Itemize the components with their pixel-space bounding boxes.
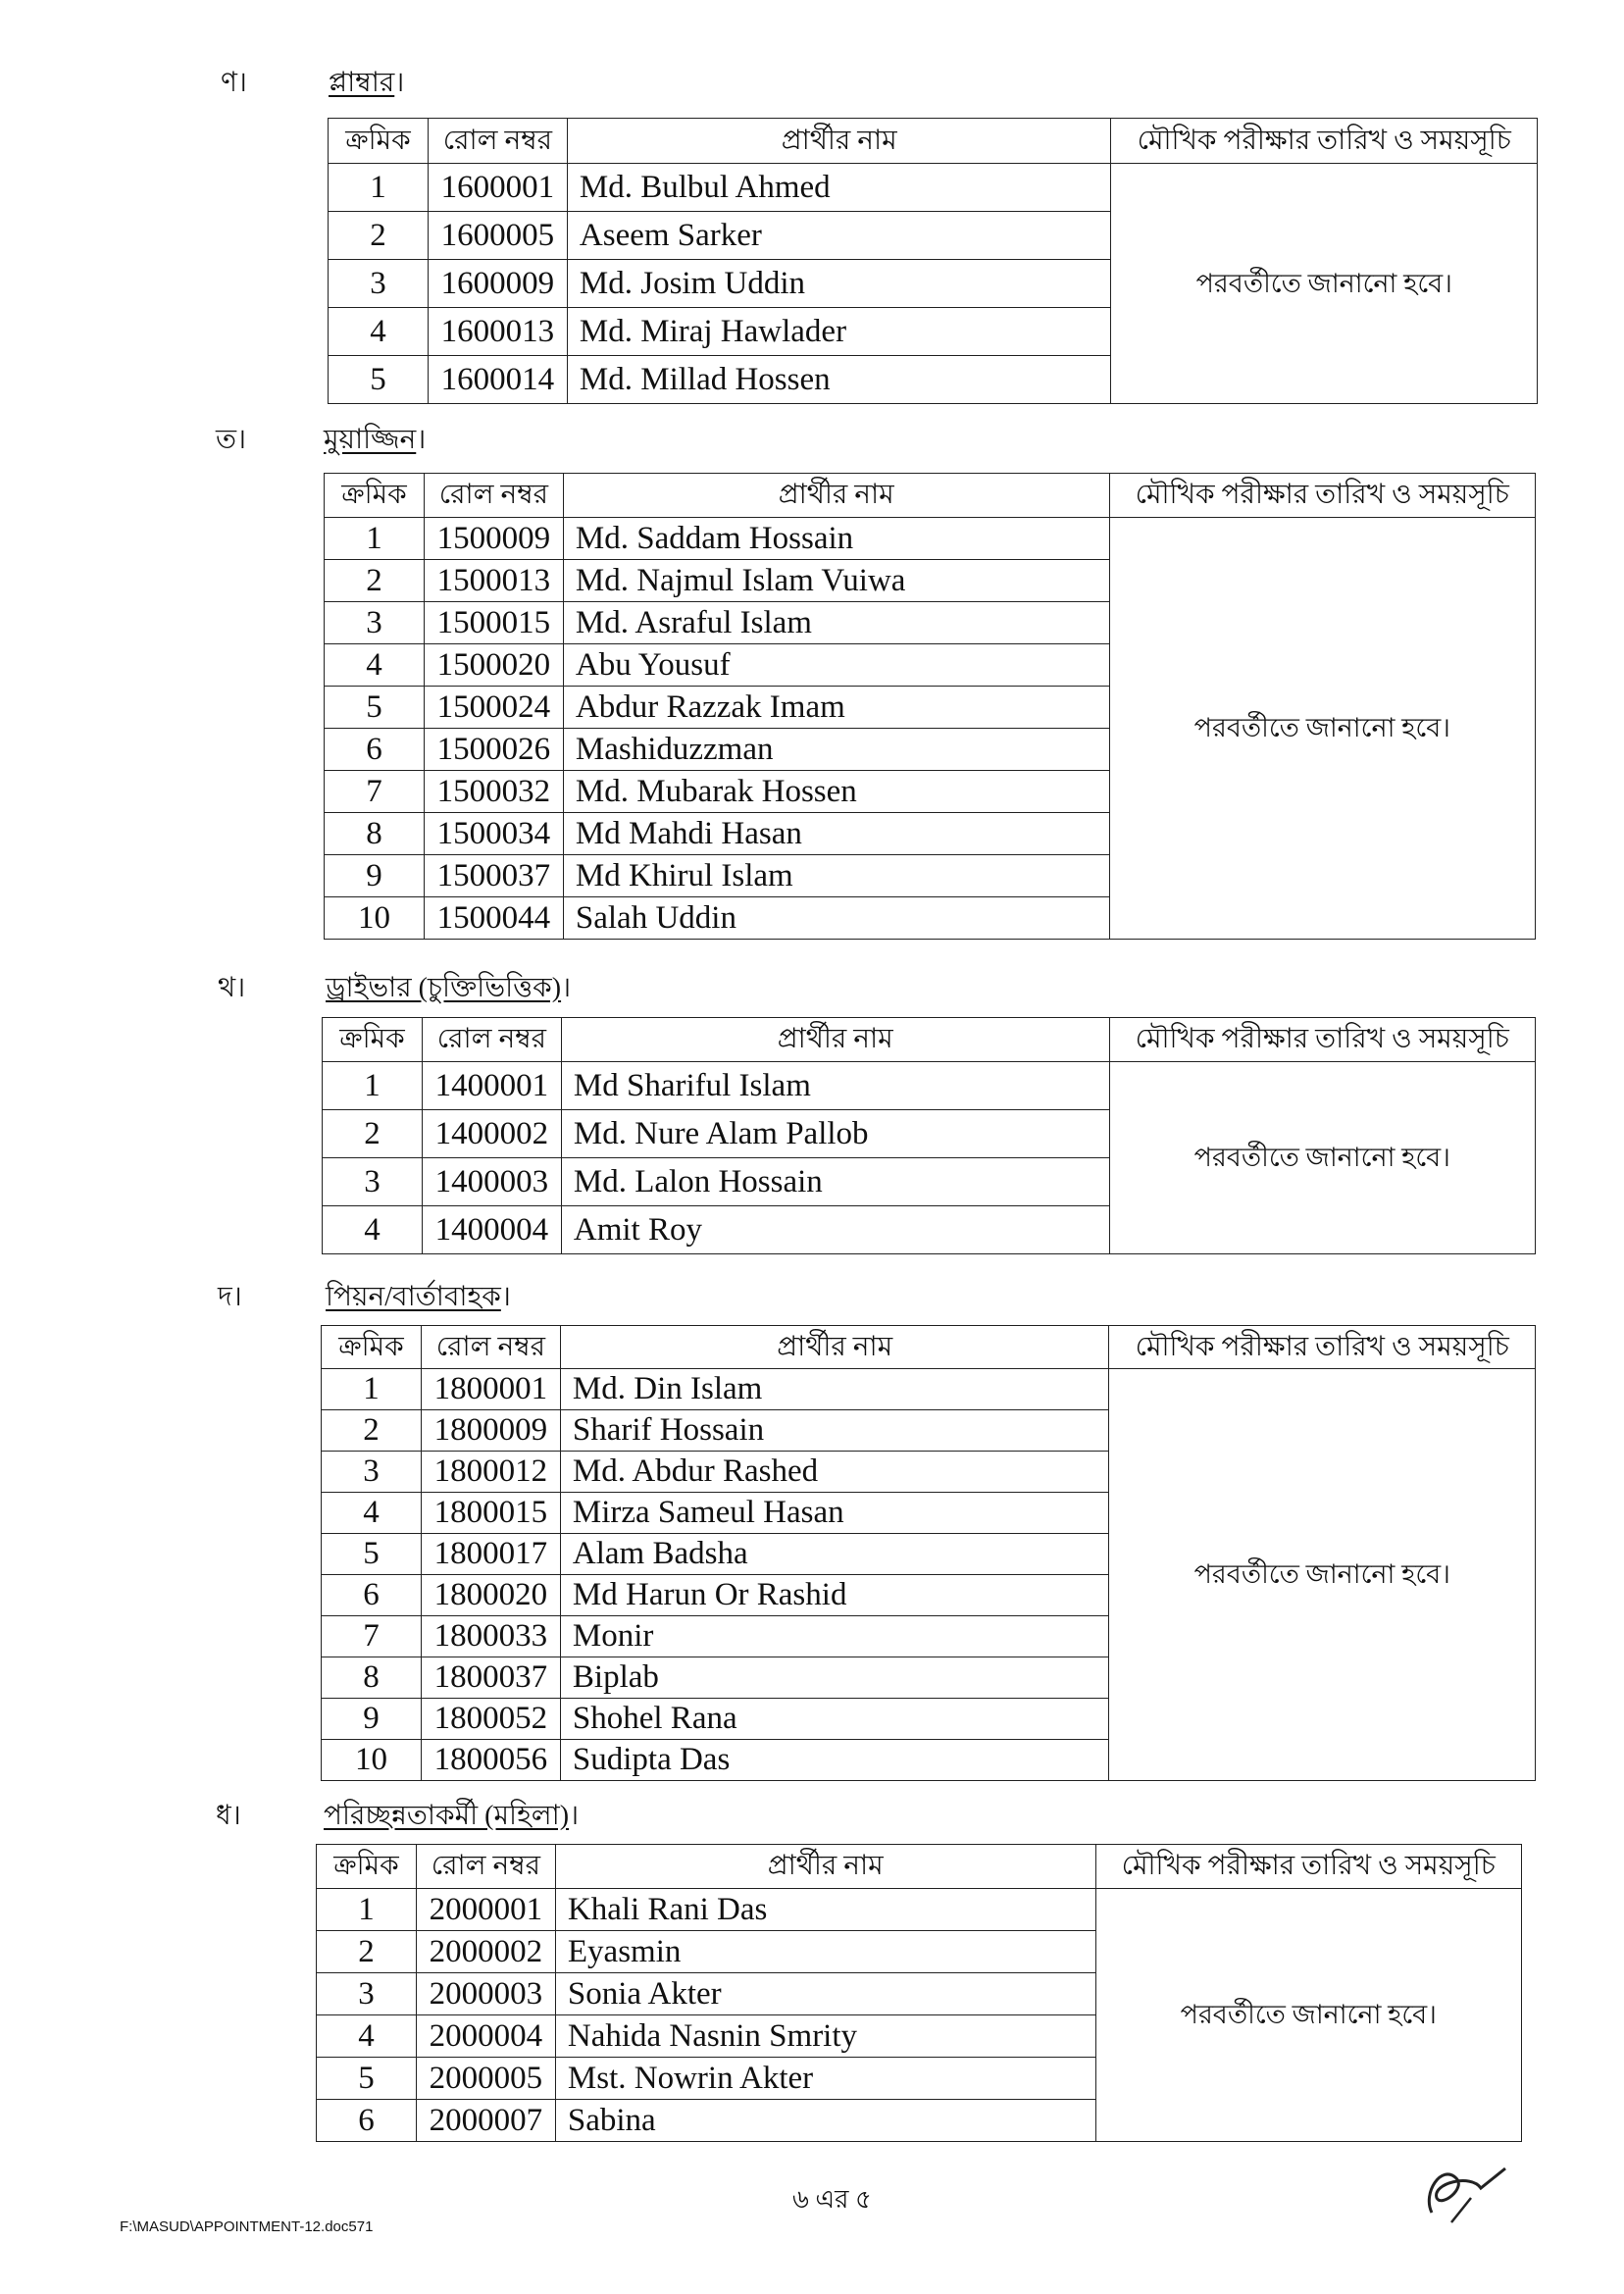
candidate-table xyxy=(321,1325,1536,1781)
roll-header: রোল নম্বর xyxy=(421,1326,560,1369)
schedule-header: মৌখিক পরীক্ষার তারিখ ও সময়সূচি xyxy=(1109,1326,1536,1369)
serial-cell: 9 xyxy=(322,1699,422,1740)
roll-cell: 1500020 xyxy=(424,644,563,687)
serial-cell: 4 xyxy=(323,1206,423,1254)
roll-cell: 1400003 xyxy=(422,1158,561,1206)
serial-cell: 7 xyxy=(325,771,425,813)
candidate-name-cell: Md. Nure Alam Pallob xyxy=(561,1110,1109,1158)
candidate-name-cell: Md. Lalon Hossain xyxy=(561,1158,1109,1206)
page-number: ৬ এর ৫ xyxy=(792,2185,872,2214)
roll-cell: 2000004 xyxy=(416,2015,555,2058)
serial-cell: 5 xyxy=(325,687,425,729)
candidate-name-cell: Md. Asraful Islam xyxy=(563,602,1109,644)
roll-cell: 1500044 xyxy=(424,897,563,940)
schedule-note-cell: পরবর্তীতে জানানো হবে। xyxy=(1109,1369,1536,1781)
section-heading xyxy=(216,1794,579,1840)
candidate-name-cell: Abu Yousuf xyxy=(563,644,1109,687)
section-title-danda: । xyxy=(416,425,427,455)
serial-cell: 8 xyxy=(325,813,425,855)
candidate-name-cell: Amit Roy xyxy=(561,1206,1109,1254)
roll-cell: 1800017 xyxy=(421,1534,560,1575)
file-path: F:\MASUD\APPOINTMENT-12.doc571 xyxy=(120,2218,374,2235)
serial-cell: 6 xyxy=(325,729,425,771)
table-header-row xyxy=(323,1018,1536,1062)
roll-cell: 1400002 xyxy=(422,1110,561,1158)
roll-cell: 1800009 xyxy=(421,1410,560,1452)
serial-cell: 2 xyxy=(323,1110,423,1158)
candidate-name-cell: Md. Mubarak Hossen xyxy=(563,771,1109,813)
candidate-name-cell: Md. Millad Hossen xyxy=(567,356,1111,404)
serial-cell: 1 xyxy=(317,1889,417,1931)
section-letter: ণ। xyxy=(221,68,247,98)
serial-cell: 8 xyxy=(322,1657,422,1699)
candidate-name-cell: Monir xyxy=(560,1616,1109,1657)
serial-cell: 2 xyxy=(325,560,425,602)
table-row xyxy=(325,518,1536,560)
name-header: প্রার্থীর নাম xyxy=(560,1326,1109,1369)
schedule-note-cell: পরবর্তীতে জানানো হবে। xyxy=(1111,164,1538,404)
candidate-name-cell: Shohel Rana xyxy=(560,1699,1109,1740)
roll-cell: 1600005 xyxy=(428,212,567,260)
serial-cell: 3 xyxy=(329,260,429,308)
roll-cell: 1800020 xyxy=(421,1575,560,1616)
roll-cell: 1800001 xyxy=(421,1369,560,1410)
section-title: মুয়াজ্জিন xyxy=(324,425,417,455)
roll-cell: 1500034 xyxy=(424,813,563,855)
candidate-name-cell: Md. Saddam Hossain xyxy=(563,518,1109,560)
serial-cell: 5 xyxy=(322,1534,422,1575)
name-header: প্রার্থীর নাম xyxy=(555,1845,1095,1889)
section-heading xyxy=(218,966,571,1012)
roll-header: রোল নম্বর xyxy=(416,1845,555,1889)
schedule-header: মৌখিক পরীক্ষার তারিখ ও সময়সূচি xyxy=(1109,474,1535,518)
table-header-row xyxy=(317,1845,1522,1889)
candidate-name-cell: Md. Najmul Islam Vuiwa xyxy=(563,560,1109,602)
schedule-note-cell: পরবর্তীতে জানানো হবে। xyxy=(1095,1889,1522,2142)
candidate-table xyxy=(316,1844,1522,2142)
schedule-header: মৌখিক পরীক্ষার তারিখ ও সময়সূচি xyxy=(1095,1845,1522,1889)
candidate-name-cell: Md. Bulbul Ahmed xyxy=(567,164,1111,212)
serial-cell: 3 xyxy=(323,1158,423,1206)
candidate-name-cell: Md. Abdur Rashed xyxy=(560,1452,1109,1493)
serial-cell: 5 xyxy=(317,2058,417,2100)
candidate-name-cell: Md Shariful Islam xyxy=(561,1062,1109,1110)
table-row xyxy=(323,1062,1536,1110)
section-title: পিয়ন/বার্তাবাহক xyxy=(326,1282,501,1312)
section-letter: ধ। xyxy=(216,1801,241,1831)
roll-cell: 1600001 xyxy=(428,164,567,212)
roll-header: রোল নম্বর xyxy=(424,474,563,518)
candidate-name-cell: Sudipta Das xyxy=(560,1740,1109,1781)
roll-header: রোল নম্বর xyxy=(428,119,567,164)
serial-cell: 1 xyxy=(323,1062,423,1110)
candidate-name-cell: Abdur Razzak Imam xyxy=(563,687,1109,729)
serial-cell: 2 xyxy=(317,1931,417,1973)
section-title-danda: । xyxy=(561,973,572,1003)
roll-cell: 1800015 xyxy=(421,1493,560,1534)
candidate-name-cell: Alam Badsha xyxy=(560,1534,1109,1575)
signature-mark xyxy=(1412,2154,1520,2232)
serial-cell: 3 xyxy=(322,1452,422,1493)
roll-cell: 1800012 xyxy=(421,1452,560,1493)
candidate-name-cell: Mst. Nowrin Akter xyxy=(555,2058,1095,2100)
schedule-note-cell: পরবর্তীতে জানানো হবে। xyxy=(1109,1062,1536,1254)
schedule-note-cell: পরবর্তীতে জানানো হবে। xyxy=(1109,518,1535,940)
serial-cell: 3 xyxy=(317,1973,417,2015)
serial-header: ক্রমিক xyxy=(322,1326,422,1369)
name-header: প্রার্থীর নাম xyxy=(561,1018,1109,1062)
roll-cell: 1500026 xyxy=(424,729,563,771)
roll-cell: 1800037 xyxy=(421,1657,560,1699)
roll-cell: 1800056 xyxy=(421,1740,560,1781)
table-header-row xyxy=(322,1326,1536,1369)
table-row xyxy=(329,164,1538,212)
serial-header: ক্রমিক xyxy=(317,1845,417,1889)
section-title-danda: । xyxy=(500,1282,511,1312)
roll-cell: 1500015 xyxy=(424,602,563,644)
candidate-name-cell: Mashiduzzman xyxy=(563,729,1109,771)
schedule-header: মৌখিক পরীক্ষার তারিখ ও সময়সূচি xyxy=(1111,119,1538,164)
serial-cell: 4 xyxy=(317,2015,417,2058)
table-row xyxy=(322,1369,1536,1410)
serial-cell: 2 xyxy=(322,1410,422,1452)
name-header: প্রার্থীর নাম xyxy=(567,119,1111,164)
table-header-row xyxy=(329,119,1538,164)
candidate-name-cell: Sharif Hossain xyxy=(560,1410,1109,1452)
candidate-name-cell: Md. Din Islam xyxy=(560,1369,1109,1410)
name-header: প্রার্থীর নাম xyxy=(563,474,1109,518)
candidate-name-cell: Sonia Akter xyxy=(555,1973,1095,2015)
serial-cell: 6 xyxy=(322,1575,422,1616)
section-letter: থ। xyxy=(218,973,246,1003)
roll-cell: 2000002 xyxy=(416,1931,555,1973)
candidate-name-cell: Md Khirul Islam xyxy=(563,855,1109,897)
serial-cell: 1 xyxy=(329,164,429,212)
candidate-name-cell: Salah Uddin xyxy=(563,897,1109,940)
schedule-header: মৌখিক পরীক্ষার তারিখ ও সময়সূচি xyxy=(1109,1018,1536,1062)
section-heading xyxy=(221,61,404,107)
roll-cell: 1400004 xyxy=(422,1206,561,1254)
section-title: ড্রাইভার (চুক্তিভিত্তিক) xyxy=(326,973,562,1003)
serial-cell: 1 xyxy=(322,1369,422,1410)
candidate-name-cell: Aseem Sarker xyxy=(567,212,1111,260)
candidate-table xyxy=(324,473,1536,940)
section-heading xyxy=(218,1275,511,1321)
candidate-name-cell: Md Harun Or Rashid xyxy=(560,1575,1109,1616)
section-title-danda: । xyxy=(394,68,405,98)
serial-cell: 7 xyxy=(322,1616,422,1657)
roll-cell: 1600014 xyxy=(428,356,567,404)
table-row xyxy=(317,1889,1522,1931)
candidate-name-cell: Md. Josim Uddin xyxy=(567,260,1111,308)
roll-cell: 1500037 xyxy=(424,855,563,897)
serial-cell: 4 xyxy=(322,1493,422,1534)
serial-header: ক্রমিক xyxy=(323,1018,423,1062)
candidate-name-cell: Mirza Sameul Hasan xyxy=(560,1493,1109,1534)
serial-cell: 1 xyxy=(325,518,425,560)
serial-cell: 6 xyxy=(317,2100,417,2142)
serial-cell: 10 xyxy=(325,897,425,940)
roll-cell: 2000001 xyxy=(416,1889,555,1931)
serial-cell: 3 xyxy=(325,602,425,644)
roll-cell: 1800033 xyxy=(421,1616,560,1657)
serial-cell: 10 xyxy=(322,1740,422,1781)
roll-cell: 1500032 xyxy=(424,771,563,813)
roll-cell: 1400001 xyxy=(422,1062,561,1110)
candidate-name-cell: Sabina xyxy=(555,2100,1095,2142)
candidate-name-cell: Nahida Nasnin Smrity xyxy=(555,2015,1095,2058)
roll-cell: 1600009 xyxy=(428,260,567,308)
roll-header: রোল নম্বর xyxy=(422,1018,561,1062)
candidate-table xyxy=(322,1017,1536,1254)
serial-cell: 9 xyxy=(325,855,425,897)
roll-cell: 2000003 xyxy=(416,1973,555,2015)
section-title: পরিচ্ছন্নতাকর্মী (মহিলা) xyxy=(324,1801,570,1831)
candidate-name-cell: Khali Rani Das xyxy=(555,1889,1095,1931)
serial-cell: 5 xyxy=(329,356,429,404)
roll-cell: 1500013 xyxy=(424,560,563,602)
roll-cell: 1800052 xyxy=(421,1699,560,1740)
section-title: প্লাম্বার xyxy=(329,68,395,98)
serial-header: ক্রমিক xyxy=(329,119,429,164)
section-heading xyxy=(216,418,426,464)
roll-cell: 1500009 xyxy=(424,518,563,560)
roll-cell: 1600013 xyxy=(428,308,567,356)
section-letter: দ। xyxy=(218,1282,242,1312)
serial-cell: 2 xyxy=(329,212,429,260)
roll-cell: 1500024 xyxy=(424,687,563,729)
candidate-table xyxy=(328,118,1538,404)
candidate-name-cell: Md Mahdi Hasan xyxy=(563,813,1109,855)
section-title-danda: । xyxy=(569,1801,580,1831)
roll-cell: 2000005 xyxy=(416,2058,555,2100)
serial-cell: 4 xyxy=(325,644,425,687)
section-letter: ত। xyxy=(216,425,247,455)
serial-header: ক্রমিক xyxy=(325,474,425,518)
candidate-name-cell: Md. Miraj Hawlader xyxy=(567,308,1111,356)
candidate-name-cell: Biplab xyxy=(560,1657,1109,1699)
table-header-row xyxy=(325,474,1536,518)
candidate-name-cell: Eyasmin xyxy=(555,1931,1095,1973)
roll-cell: 2000007 xyxy=(416,2100,555,2142)
serial-cell: 4 xyxy=(329,308,429,356)
